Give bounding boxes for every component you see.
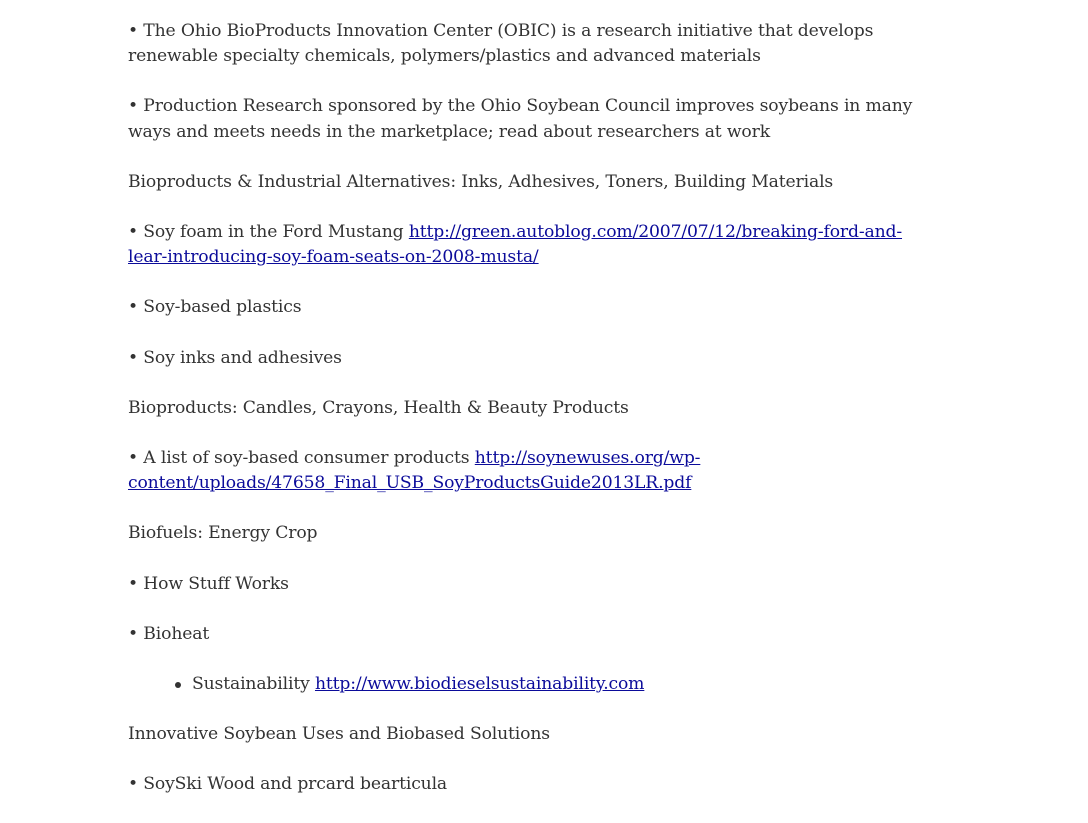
paragraph-text: • Production Research sponsored by the Ohio Soybean Council improves soybeans in many ways and meets needs in the marketplace; read about researchers at work [128,96,913,142]
paragraph-text: • The Ohio BioProducts Innovation Center (OBIC) is a research initiative that develops renewable specialty chemicals, polymers/plastics and advanced materials [128,21,874,67]
heading-bioproducts-industrial [128,170,928,195]
paragraph-soy-plastics [128,295,928,320]
heading-innovative-uses [128,722,928,747]
paragraph-text: • Soy foam in the Ford Mustang [128,222,409,243]
biodiesel-sustainability-link[interactable]: http://www.biodieselsustainability.com [314,674,645,695]
paragraph-cut-off [128,772,928,797]
paragraph-obic [128,19,928,69]
paragraph-text: • Bioheat [128,623,210,644]
paragraph-bioheat [128,622,928,647]
heading-biofuels [128,521,928,546]
heading-text: Innovative Soybean Uses and Biobased Solutions [128,724,550,745]
paragraph-text: • SoySki Wood and prcard bearticula [128,774,448,795]
paragraph-text: • Soy inks and adhesives [128,347,342,368]
paragraph-consumer-products-list [128,446,928,496]
heading-text: Bioproducts: Candles, Crayons, Health & Beauty Products [128,397,629,418]
heading-text: Biofuels: Energy Crop [128,523,318,544]
sub-bullet-list [128,672,928,697]
paragraph-text: • A list of soy-based consumer products [128,448,475,469]
paragraph-text: • Soy-based plastics [128,297,302,318]
heading-bioproducts-consumer [128,396,928,421]
paragraph-production-research [128,94,928,144]
paragraph-soy-foam [128,220,928,270]
heading-text: Bioproducts & Industrial Alternatives: Inks, Adhesives, Toners, Building Materials [128,171,834,192]
list-item-sustainability [192,672,928,697]
paragraph-soy-inks [128,346,928,371]
consumer-products-guide-link[interactable]: http://soynewuses.org/wp-content/uploads/47658_Final_USB_SoyProductsGuide2013LR.pdf [128,448,701,494]
paragraph-text: • How Stuff Works [128,573,289,594]
soy-foam-link[interactable]: http://green.autoblog.com/2007/07/12/breaking-ford-and-lear-introducing-soy-foam-seats-on-2008-musta/ [128,222,903,268]
paragraph-how-stuff-works [128,572,928,597]
list-item-text: Sustainability [192,674,315,695]
document-body [128,19,928,823]
